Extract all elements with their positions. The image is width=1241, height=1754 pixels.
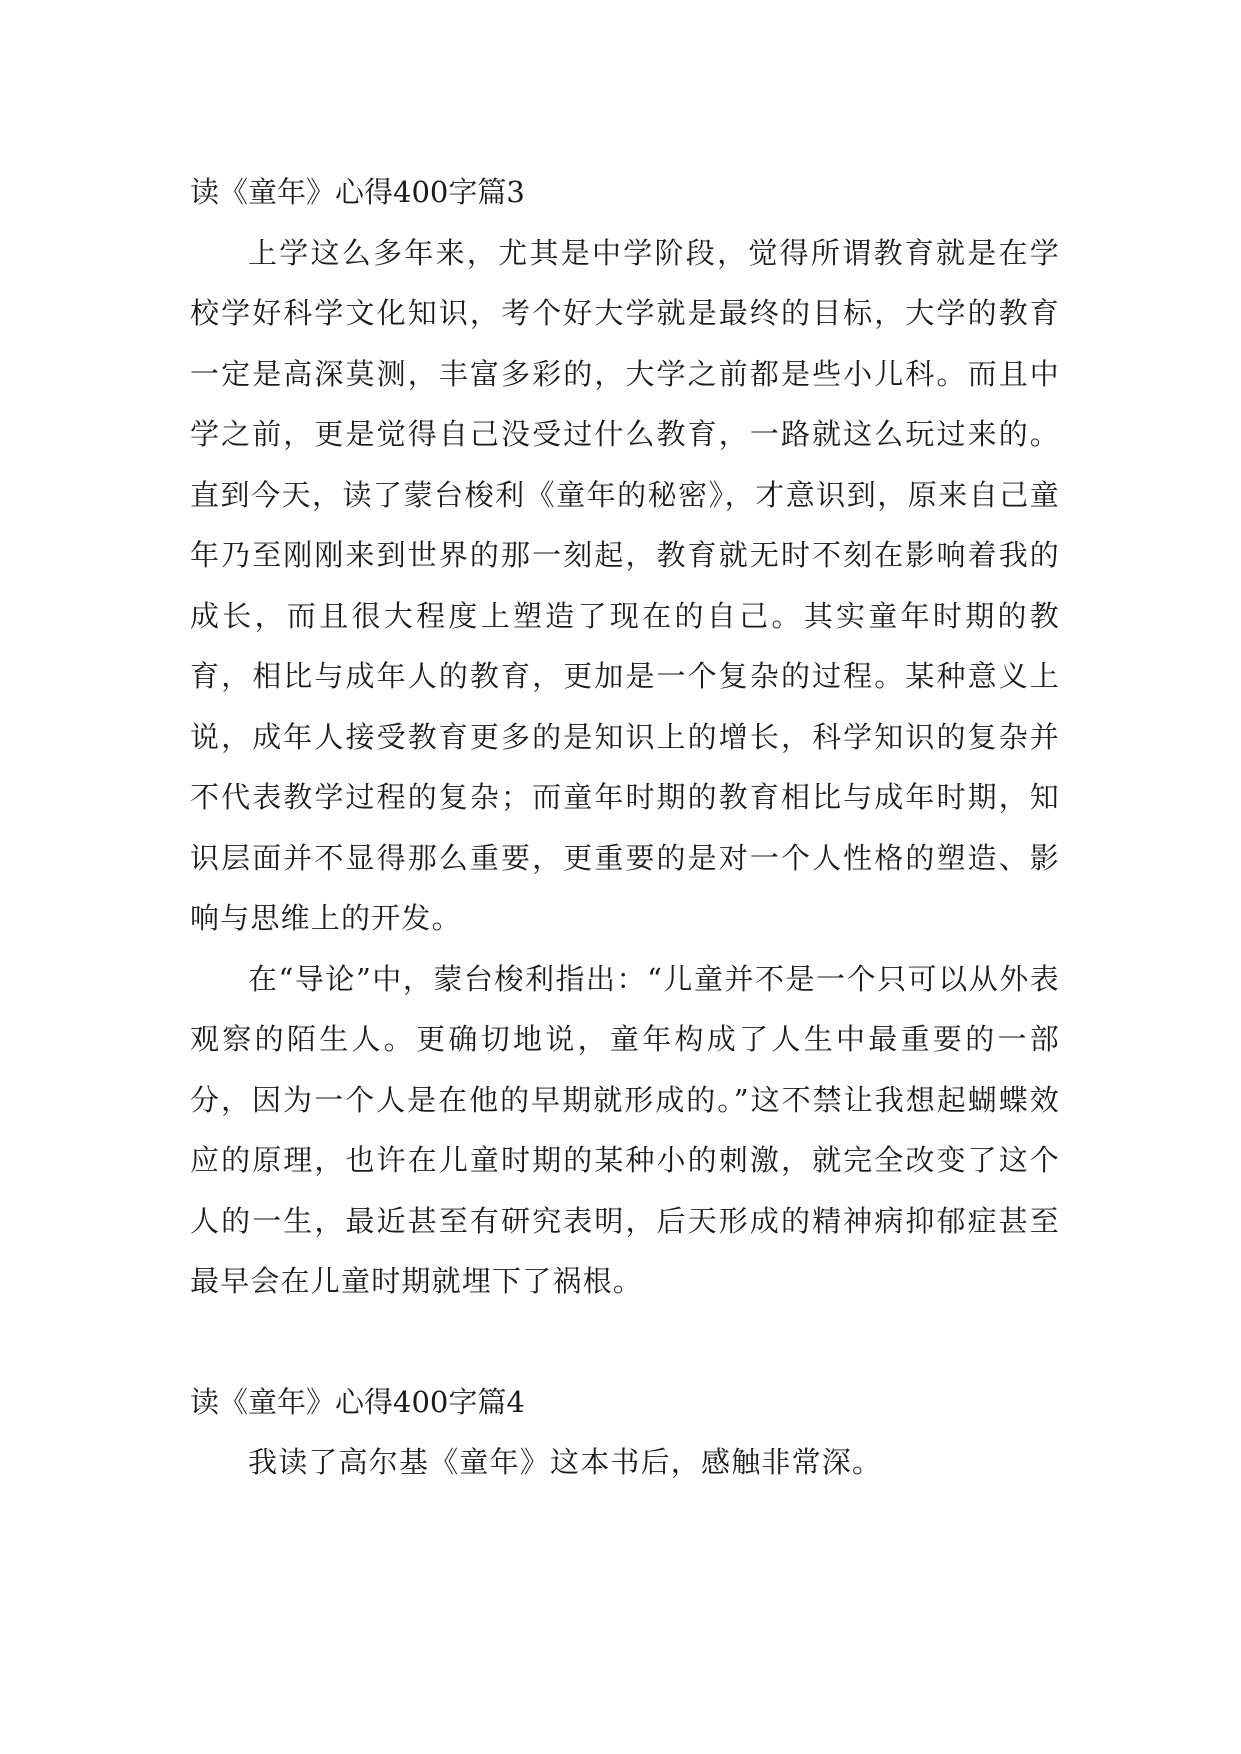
section-spacer <box>190 1312 1060 1372</box>
section-heading-4: 读《童年》心得400字篇4 <box>190 1384 525 1419</box>
document-body <box>190 162 1060 1493</box>
section-3-paragraph-1: 上学这么多年来，尤其是中学阶段，觉得所谓教育就是在学校学好科学文化知识，考个好大学就是最终的目标，大学的教育一定是高深莫测，丰富多彩的，大学之前都是些小儿科。而且中学之前，更是觉得自己没受过什么教育，一路就这么玩过来的。直到今天，读了蒙台梭利《童年的秘密》，才意识到，原来自己童年乃至刚刚来到世界的那一刻起，教育就无时不刻在影响着我的成长，而且很大程度上塑造了现在的自己。其实童年时期的教育，相比与成年人的教育，更加是一个复杂的过程。某种意义上说，成年人接受教育更多的是知识上的增长，科学知识的复杂并不代表教学过程的复杂；而童年时期的教育相比与成年时期，知识层面并不显得那么重要，更重要的是对一个人性格的塑造、影响与思维上的开发。 <box>190 235 1060 935</box>
section-4-paragraph-1: 我读了高尔基《童年》这本书后，感触非常深。 <box>248 1445 883 1479</box>
section-heading-3: 读《童年》心得400字篇3 <box>190 175 525 209</box>
section-3-paragraph-2: 在“导论”中，蒙台梭利指出：“儿童并不是一个只可以从外表观察的陌生人。更确切地说，童年构成了人生中最重要的一部分，因为一个人是在他的早期就形成的。”这不禁让我想起蝴蝶效应的原理，也许在儿童时期的某种小的刺激，就完全改变了这个人的一生，最近甚至有研究表明，后天形成的精神病抑郁症甚至最早会在儿童时期就埋下了祸根。 <box>190 961 1060 1298</box>
